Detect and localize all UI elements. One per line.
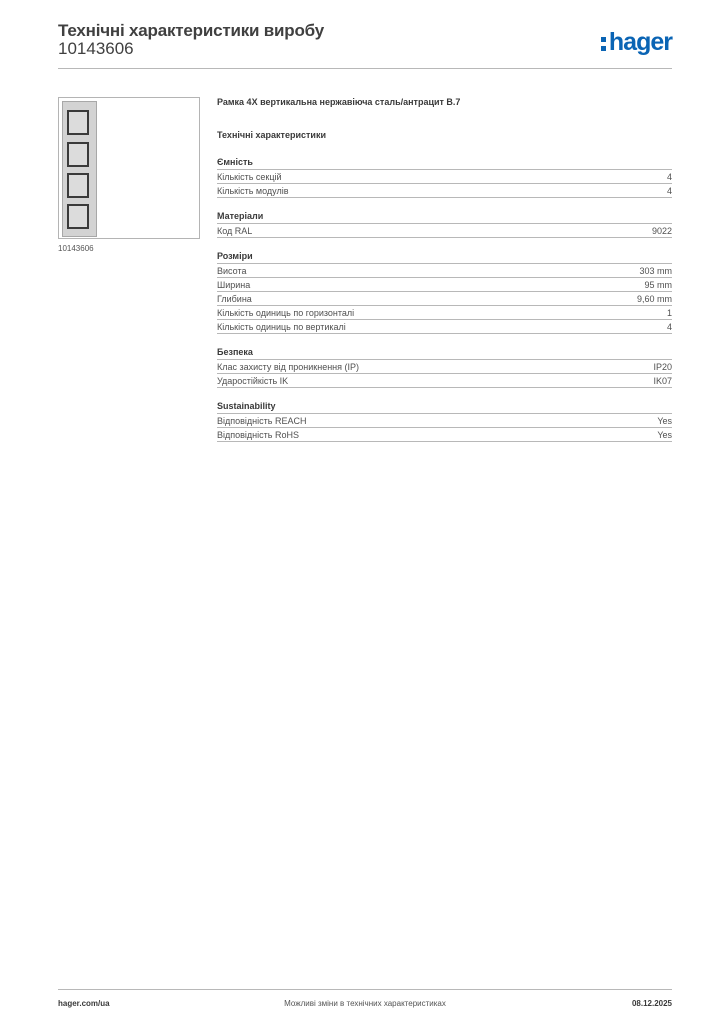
spec-label: Відповідність RoHS <box>217 430 299 440</box>
page-footer <box>58 989 672 1020</box>
spec-row <box>217 306 672 320</box>
spec-group-title: Безпека <box>217 347 672 360</box>
spec-value: 303 mm <box>639 266 672 276</box>
spec-label: Відповідність REACH <box>217 416 307 426</box>
spec-value: 4 <box>666 172 672 182</box>
spec-group <box>217 211 672 238</box>
spec-group-title: Ємність <box>217 157 672 170</box>
spec-value: 9,60 mm <box>636 294 672 304</box>
footer-note: Можливі зміни в технічних характеристиках <box>284 999 446 1008</box>
hager-logo <box>601 28 672 56</box>
spec-group-title: Sustainability <box>217 401 672 414</box>
product-image-caption: 10143606 <box>58 244 94 253</box>
logo-dots-icon <box>601 32 607 52</box>
spec-label: Ударостійкість IK <box>217 376 289 386</box>
spec-value: IP20 <box>653 362 672 372</box>
spec-row <box>217 374 672 388</box>
spec-group-title: Розміри <box>217 251 672 264</box>
spec-row <box>217 278 672 292</box>
spec-label: Кількість секцій <box>217 172 282 182</box>
spec-value: Yes <box>657 430 672 440</box>
spec-label: Кількість модулів <box>217 186 289 196</box>
spec-label: Кількість одиниць по горизонталі <box>217 308 355 318</box>
spec-group <box>217 251 672 334</box>
product-code: 10143606 <box>58 39 134 58</box>
page-header <box>58 20 672 69</box>
spec-label: Клас захисту від проникнення (IP) <box>217 362 360 372</box>
spec-row <box>217 264 672 278</box>
spec-row <box>217 224 672 238</box>
spec-group <box>217 157 672 198</box>
spec-row <box>217 170 672 184</box>
spec-label: Висота <box>217 266 247 276</box>
spec-row <box>217 292 672 306</box>
spec-label: Глибина <box>217 294 252 304</box>
spec-row <box>217 414 672 428</box>
spec-row <box>217 360 672 374</box>
spec-row <box>217 184 672 198</box>
spec-value: 4 <box>666 322 672 332</box>
product-name: Рамка 4X вертикальна нержавіюча сталь/антрацит B.7 <box>217 97 461 107</box>
spec-value: 1 <box>666 308 672 318</box>
specifications <box>217 97 672 442</box>
spec-value: 9022 <box>651 226 672 236</box>
spec-group-title: Матеріали <box>217 211 672 224</box>
spec-group <box>217 347 672 388</box>
spec-label: Ширина <box>217 280 251 290</box>
document-title: Технічні характеристики виробу <box>58 21 324 40</box>
spec-label: Кількість одиниць по вертикалі <box>217 322 346 332</box>
spec-row <box>217 320 672 334</box>
spec-value: IK07 <box>653 376 672 386</box>
logo-wordmark: hager <box>608 28 672 56</box>
product-image <box>58 97 200 239</box>
spec-row <box>217 428 672 442</box>
footer-date: 08.12.2025 <box>631 999 672 1008</box>
spec-groups <box>217 157 672 442</box>
spec-value: Yes <box>657 416 672 426</box>
footer-website: hager.com/ua <box>58 999 110 1008</box>
spec-group <box>217 401 672 442</box>
frame-4x-vertical-icon <box>62 101 97 237</box>
spec-label: Код RAL <box>217 226 253 236</box>
specs-heading: Технічні характеристики <box>217 130 326 140</box>
spec-value: 95 mm <box>644 280 672 290</box>
spec-value: 4 <box>666 186 672 196</box>
